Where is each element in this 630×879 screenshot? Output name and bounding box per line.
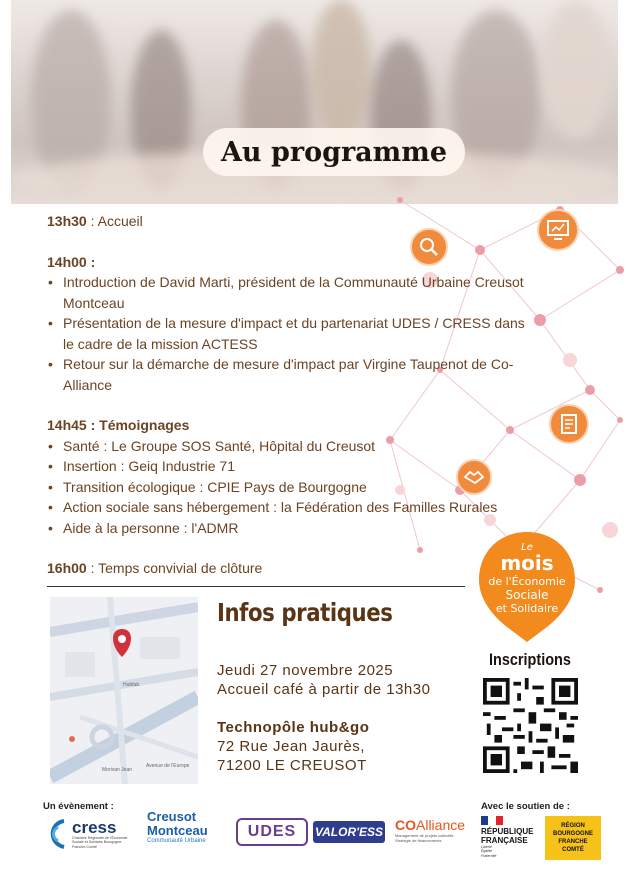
- svg-text:mois: mois: [500, 551, 554, 575]
- cress-name: cress: [72, 817, 117, 837]
- closing-time: 16h00: [47, 560, 87, 576]
- infos-title: Infos pratiques: [217, 598, 393, 627]
- list-item: • Introduction de David Marti, président de la Communauté Urbaine Creusot Montceau: [47, 272, 527, 313]
- program: [47, 211, 527, 599]
- closing-text: : Temps convivial de clôture: [86, 560, 263, 576]
- event-welcome: Accueil café à partir de 13h30: [217, 681, 431, 698]
- welcome-time: 13h30: [47, 213, 87, 229]
- list-item: • Santé : Le Groupe SOS Santé, Hôpital du Creusot: [47, 436, 527, 457]
- valoress-name: VALOR'ESS: [315, 825, 383, 839]
- svg-text:Sociale: Sociale: [505, 588, 549, 602]
- udes-name: UDES: [247, 823, 297, 840]
- program-block-1445: [47, 415, 527, 538]
- list-item: • Insertion : Geiq Industrie 71: [47, 456, 527, 477]
- qr-code[interactable]: [483, 678, 578, 773]
- creusot-line2: Montceau: [147, 823, 208, 838]
- coalliance-logo: [395, 818, 477, 852]
- location-map[interactable]: [50, 597, 198, 784]
- list-item: • Aide à la personne : l'ADMR: [47, 518, 527, 539]
- program-block-1400: [47, 252, 527, 396]
- udes-logo: [236, 818, 308, 846]
- region-line3: FRANCHE: [558, 839, 588, 845]
- coalliance-name: Alliance: [416, 817, 466, 833]
- creusot-line1: Creusot: [147, 809, 197, 824]
- republique-francaise-logo: [481, 816, 541, 860]
- coalliance-sub: Management de projets collectifs Stratégie de financements: [395, 833, 454, 843]
- map-label-avenue: Avenue de l'Europe: [146, 763, 190, 769]
- list-item: • Transition écologique : CPIE Pays de Bourgogne: [47, 477, 527, 498]
- event-date: Jeudi 27 novembre 2025: [217, 662, 394, 679]
- inscriptions-label: Inscriptions: [489, 650, 571, 669]
- region-line1: RÉGION: [561, 823, 585, 829]
- program-welcome: [47, 211, 527, 232]
- map-roads: [50, 597, 198, 784]
- creusot-montceau-logo: [147, 810, 227, 856]
- coalliance-co: CO: [395, 817, 416, 833]
- cress-logo: [44, 812, 140, 856]
- republique-line1: RÉPUBLIQUE: [481, 827, 534, 836]
- svg-text:de l'Économie: de l'Économie: [488, 575, 566, 588]
- french-flag-icon: [481, 816, 503, 825]
- region-bfc-logo: [545, 816, 601, 860]
- cress-swirl-icon: [44, 817, 68, 851]
- list-item: • Retour sur la démarche de mesure d'impact par Virgine Taupenot de Co-Alliance: [47, 354, 527, 395]
- certificate-icon: [549, 404, 589, 444]
- region-line2: BOURGOGNE: [552, 831, 593, 837]
- infos-details: [217, 661, 430, 775]
- list-item: • Présentation de la mesure d'impact et du partenariat UDES / CRESS dans le cadre de la mission ACTESS: [47, 313, 527, 354]
- valoress-logo: [313, 821, 385, 843]
- map-label-morivan: Morivan Jean: [102, 767, 133, 773]
- republique-line2: FRANÇAISE: [481, 836, 528, 845]
- program-closing: [47, 558, 527, 579]
- svg-text:et Solidaire: et Solidaire: [495, 602, 559, 615]
- map-label-hubfab: Hubfab: [123, 682, 140, 688]
- hero-title: Au programme: [203, 128, 465, 176]
- venue-name: Technopôle hub&go: [217, 719, 370, 736]
- republique-motto: Liberté Égalité Fraternité: [481, 845, 497, 858]
- event-label: Un évènement :: [43, 801, 114, 812]
- creusot-sub: Communauté Urbaine: [147, 838, 206, 844]
- welcome-text: : Accueil: [86, 213, 143, 229]
- divider: [47, 586, 465, 587]
- dashboard-icon: [537, 209, 579, 251]
- support-label: Avec le soutien de :: [481, 801, 570, 812]
- mois-ess-badge: [477, 530, 577, 642]
- block1-time: 14h00 :: [47, 253, 96, 270]
- svg-text:Le: Le: [521, 542, 533, 553]
- cress-sub: Chambre Régionale de l'Économie Sociale et Solidaire Bourgogne-Franche-Comté: [72, 835, 128, 849]
- venue-street: 72 Rue Jean Jaurès,: [217, 738, 365, 755]
- hero-photo: [11, 0, 618, 204]
- venue-city: 71200 LE CREUSOT: [217, 757, 367, 774]
- region-line4: COMTÉ: [562, 847, 584, 853]
- list-item: • Action sociale sans hébergement : la Fédération des Familles Rurales: [47, 497, 527, 518]
- block2-time: 14h45 : Témoignages: [47, 417, 190, 433]
